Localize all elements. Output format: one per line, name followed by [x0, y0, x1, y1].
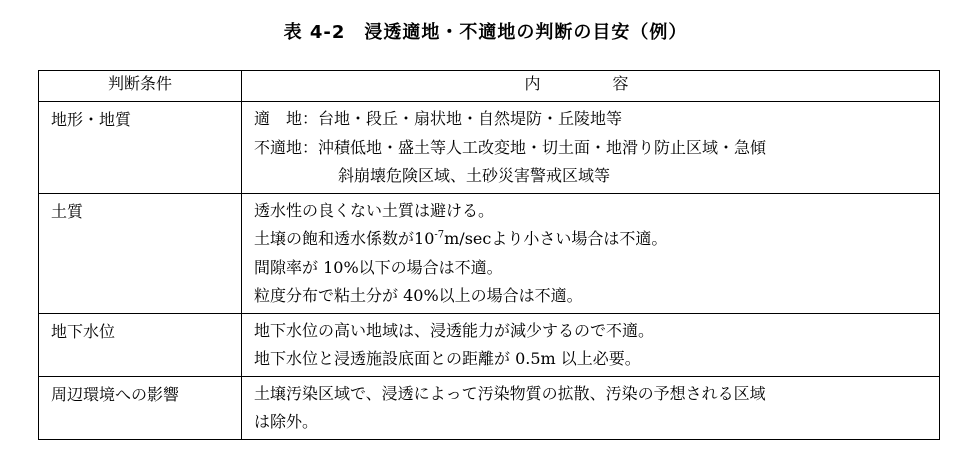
content-line-text: 土壌の飽和透水係数が	[254, 229, 415, 248]
content-line: 地下水位の高い地域は、浸透能力が減少するので不適。	[254, 320, 655, 340]
condition-cell: 地下水位	[39, 313, 242, 376]
content-line	[254, 225, 931, 254]
criteria-table	[38, 70, 940, 440]
content-line: 斜崩壊危険区域、土砂災害警戒区域等	[338, 166, 611, 185]
content-cell	[242, 313, 940, 376]
content-cell	[242, 102, 940, 194]
coefficient-exponent: -7	[434, 229, 445, 241]
table-header-row	[39, 71, 940, 102]
coefficient-suffix: m/secより小さい場合は不適。	[444, 229, 668, 248]
content-line: 地下水位と浸透施設底面との距離が 0.5m 以上必要。	[254, 349, 641, 368]
condition-cell: 地形・地質	[39, 102, 242, 194]
table-row-groundwater	[39, 313, 940, 376]
table-title: 表 4-2 浸透適地・不適地の判断の目安（例）	[283, 22, 688, 43]
content-cell	[242, 193, 940, 313]
content-line: 適 地：台地・段丘・扇状地・自然堤防・丘陵地等	[254, 109, 623, 128]
content-cell	[242, 376, 940, 439]
content-line: 土壌汚染区域で、浸透によって汚染物質の拡散、汚染の予想される区域	[254, 383, 766, 403]
column-header-content: 内 容	[242, 71, 940, 102]
content-line: は除外。	[254, 412, 319, 431]
table-row-soil	[39, 193, 940, 313]
table-row-topography	[39, 102, 940, 194]
table-row-environment	[39, 376, 940, 439]
content-line: 間隙率が 10%以下の場合は不適。	[254, 257, 503, 277]
column-header-condition: 判断条件	[39, 71, 242, 102]
condition-cell: 土質	[39, 193, 242, 313]
content-line: 透水性の良くない土質は避ける。	[254, 200, 495, 220]
content-line: 粒度分布で粘土分が 40%以上の場合は不適。	[254, 286, 583, 305]
condition-cell: 周辺環境への影響	[39, 376, 242, 439]
coefficient-base: 10	[414, 229, 435, 248]
content-line: 不適地：沖積低地・盛土等人工改変地・切土面・地滑り防止区域・急傾	[254, 137, 767, 157]
